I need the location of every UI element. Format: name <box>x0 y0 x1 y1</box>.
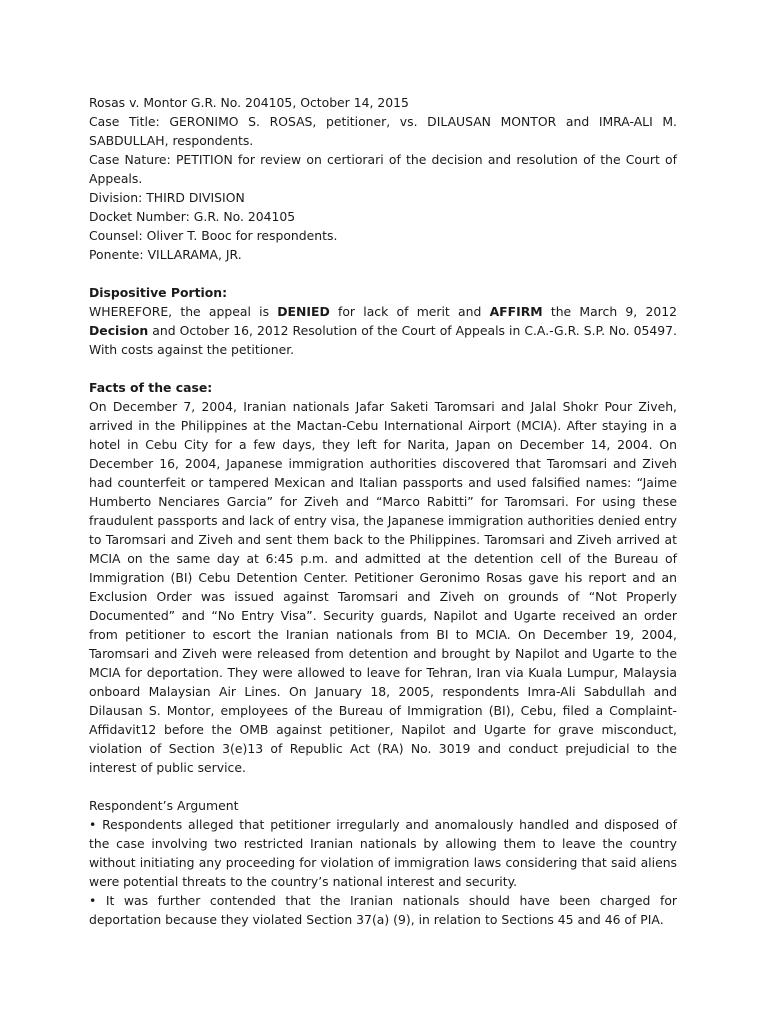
counsel <box>89 226 677 245</box>
dispositive-heading-text: Dispositive Portion: <box>89 285 228 300</box>
document-title: Rosas v. Montor G.R. No. 204105, October 14, 2015 <box>89 95 409 110</box>
dispositive-text-part: and October 16, 2012 Resolution of the Court of Appeals in C.A.-G.R. S.P. No. 05497. With costs against the petitioner. <box>89 323 677 357</box>
facts-heading-text: Facts of the case: <box>89 380 213 395</box>
argument-heading: Respondent’s Argument <box>89 798 239 813</box>
counsel-value: Oliver T. Booc for respondents. <box>146 228 338 243</box>
spacer <box>89 264 677 283</box>
docket-value: G.R. No. 204105 <box>193 209 296 224</box>
case-nature-label: Case Nature: <box>89 152 171 167</box>
case-nature-value: PETITION for review on certiorari of the decision and resolution of the Court of Appeals. <box>89 152 677 186</box>
case-title-label: Case Title: <box>89 114 160 129</box>
dispositive-text-part: the March 9, 2012 <box>542 304 678 319</box>
division-label: Division: <box>89 190 143 205</box>
case-title-value: GERONIMO S. ROSAS, petitioner, vs. DILAUSAN MONTOR and IMRA-ALI M. SABDULLAH, respondents. <box>89 114 677 148</box>
dispositive-heading <box>89 283 677 302</box>
case-title <box>89 112 677 150</box>
dispositive-text <box>89 302 677 359</box>
case-nature <box>89 150 677 188</box>
facts-body: On December 7, 2004, Iranian nationals Jafar Saketi Taromsari and Jalal Shokr Pour Ziveh, arrived in the Philippines at the Mactan-Cebu International Airport (MCIA). After staying in a hotel in Cebu City for a few days, they left for Narita, Japan on December 14, 2004. On December 16, 2004, Japanese immigration authorities discovered that Taromsari and Ziveh had counterfeit or tampered Mexican and Italian passports and used falsified names: “Jaime Humberto Nenciares Garcia” for Ziveh and “Marco Rabitti” for Taromsari. For using these fraudulent passports and lack of entry visa, the Japanese immigration authorities denied entry to Taromsari and Ziveh and sent them back to the Philippines. Taromsari and Ziveh arrived at MCIA on the same day at 6:45 p.m. and admitted at the detention cell of the Bureau of Immigration (BI) Cebu Detention Center. Petitioner Geronimo Rosas gave his report and an Exclusion Order was issued against Taromsari and Ziveh on grounds of “Not Properly Documented” and “No Entry Visa”. Security guards, Napilot and Ugarte received an order from petitioner to escort the Iranian nationals from BI to MCIA. On December 19, 2004, Taromsari and Ziveh were released from detention and brought by Napilot and Ugarte to the MCIA for deportation. They were allowed to leave for Tehran, Iran via Kuala Lumpur, Malaysia onboard Malaysian Air Lines. On January 18, 2005, respondents Imra-Ali Sabdullah and Dilausan S. Montor, employees of the Bureau of Immigration (BI), Cebu, filed a Complaint-Affidavit12 before the OMB against petitioner, Napilot and Ugarte for grave misconduct, violation of Section 3(e)13 of Republic Act (RA) No. 3019 and conduct prejudicial to the interest of public service. <box>89 399 677 775</box>
division-value: THIRD DIVISION <box>146 190 245 205</box>
argument-item: • It was further contended that the Iranian nationals should have been charged for deportation because they violated Section 37(a) (9), in relation to Sections 45 and 46 of PIA. <box>89 891 677 929</box>
spacer <box>89 359 677 378</box>
ponente-label: Ponente: <box>89 247 144 262</box>
ponente <box>89 245 677 264</box>
spacer <box>89 777 677 796</box>
dispositive-text-part: WHEREFORE, the appeal is <box>89 304 278 319</box>
docket-label: Docket Number: <box>89 209 190 224</box>
dispositive-affirm: AFFIRM <box>489 304 543 319</box>
counsel-label: Counsel: <box>89 228 143 243</box>
dispositive-text-part: for lack of merit and <box>329 304 490 319</box>
division <box>89 188 677 207</box>
dispositive-denied: DENIED <box>277 304 330 319</box>
docket-number <box>89 207 677 226</box>
ponente-value: VILLARAMA, JR. <box>147 247 242 262</box>
argument-item: • Respondents alleged that petitioner irregularly and anomalously handled and disposed of the case involving two restricted Iranian nationals by allowing them to leave the country without initiating any proceeding for violation of immigration laws considering that said aliens were potential threats to the country’s national interest and security. <box>89 815 677 891</box>
dispositive-decision: Decision <box>89 323 149 338</box>
facts-heading <box>89 378 677 397</box>
document-page <box>89 93 677 929</box>
